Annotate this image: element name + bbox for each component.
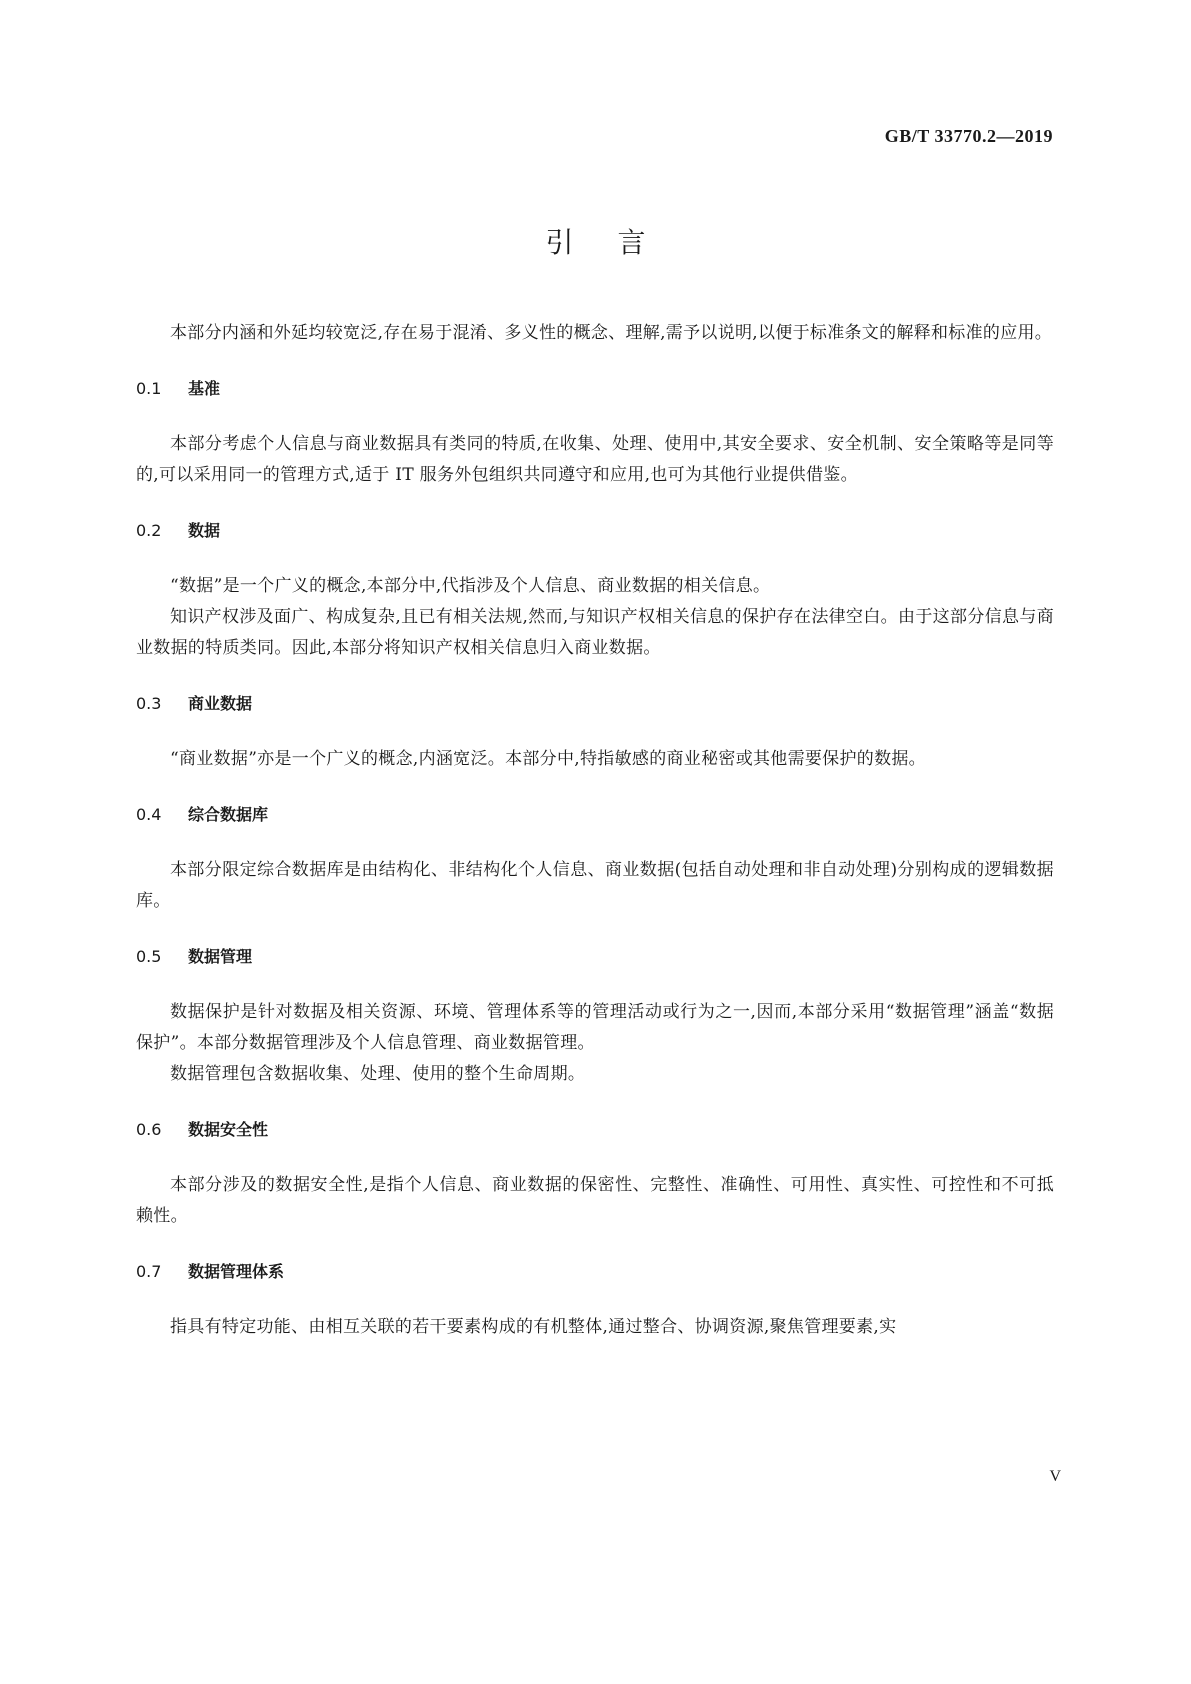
section-paragraph: 数据保护是针对数据及相关资源、环境、管理体系等的管理活动或行为之一,因而,本部分采用“数据管理”涵盖“数据保护”。本部分数据管理涉及个人信息管理、商业数据管理。 bbox=[136, 1002, 1054, 1053]
document-body bbox=[136, 318, 1054, 1343]
section-paragraph: 数据管理包含数据收集、处理、使用的整个生命周期。 bbox=[170, 1064, 586, 1084]
section-title: 基准 bbox=[188, 379, 221, 398]
page-title: 引言 bbox=[545, 226, 690, 259]
section-title: 商业数据 bbox=[188, 694, 253, 713]
section-paragraph: “数据”是一个广义的概念,本部分中,代指涉及个人信息、商业数据的相关信息。 bbox=[170, 576, 771, 596]
section-paragraph: “商业数据”亦是一个广义的概念,内涵宽泛。本部分中,特指敏感的商业秘密或其他需要保护的数据。 bbox=[170, 749, 926, 769]
section-paragraph: 本部分涉及的数据安全性,是指个人信息、商业数据的保密性、完整性、准确性、可用性、真实性、可控性和不可抵赖性。 bbox=[136, 1175, 1054, 1226]
section-number: 0.3 bbox=[136, 694, 162, 713]
section-paragraph: 指具有特定功能、由相互关联的若干要素构成的有机整体,通过整合、协调资源,聚焦管理要素,实 bbox=[170, 1317, 897, 1337]
section-number: 0.5 bbox=[136, 947, 162, 966]
section-heading-0-7 bbox=[136, 1260, 1054, 1284]
intro-paragraph: 本部分内涵和外延均较宽泛,存在易于混淆、多义性的概念、理解,需予以说明,以便于标准条文的解释和标准的应用。 bbox=[170, 323, 1053, 343]
section-title: 数据管理体系 bbox=[188, 1262, 285, 1281]
section-paragraph: 本部分限定综合数据库是由结构化、非结构化个人信息、商业数据(包括自动处理和非自动处理)分别构成的逻辑数据库。 bbox=[136, 860, 1054, 911]
section-heading-0-5 bbox=[136, 945, 1054, 969]
section-heading-0-6 bbox=[136, 1118, 1054, 1142]
section-title: 综合数据库 bbox=[188, 805, 269, 824]
section-paragraph: 本部分考虑个人信息与商业数据具有类同的特质,在收集、处理、使用中,其安全要求、安全机制、安全策略等是同等的,可以采用同一的管理方式,适于 IT 服务外包组织共同遵守和应用,也可为其他行业提供借鉴。 bbox=[136, 434, 1054, 485]
section-heading-0-1 bbox=[136, 377, 1054, 401]
document-code: GB/T 33770.2—2019 bbox=[884, 126, 1053, 146]
section-heading-0-2 bbox=[136, 519, 1054, 543]
page-number: V bbox=[1049, 1468, 1061, 1485]
section-number: 0.7 bbox=[136, 1262, 162, 1281]
section-title: 数据管理 bbox=[188, 947, 253, 966]
section-heading-0-4 bbox=[136, 803, 1054, 827]
section-number: 0.2 bbox=[136, 521, 162, 540]
section-heading-0-3 bbox=[136, 692, 1054, 716]
section-title: 数据安全性 bbox=[188, 1120, 269, 1139]
section-paragraph: 知识产权涉及面广、构成复杂,且已有相关法规,然而,与知识产权相关信息的保护存在法律空白。由于这部分信息与商业数据的特质类同。因此,本部分将知识产权相关信息归入商业数据。 bbox=[136, 607, 1054, 658]
section-number: 0.4 bbox=[136, 805, 162, 824]
section-number: 0.6 bbox=[136, 1120, 162, 1139]
section-title: 数据 bbox=[188, 521, 221, 540]
section-number: 0.1 bbox=[136, 379, 162, 398]
